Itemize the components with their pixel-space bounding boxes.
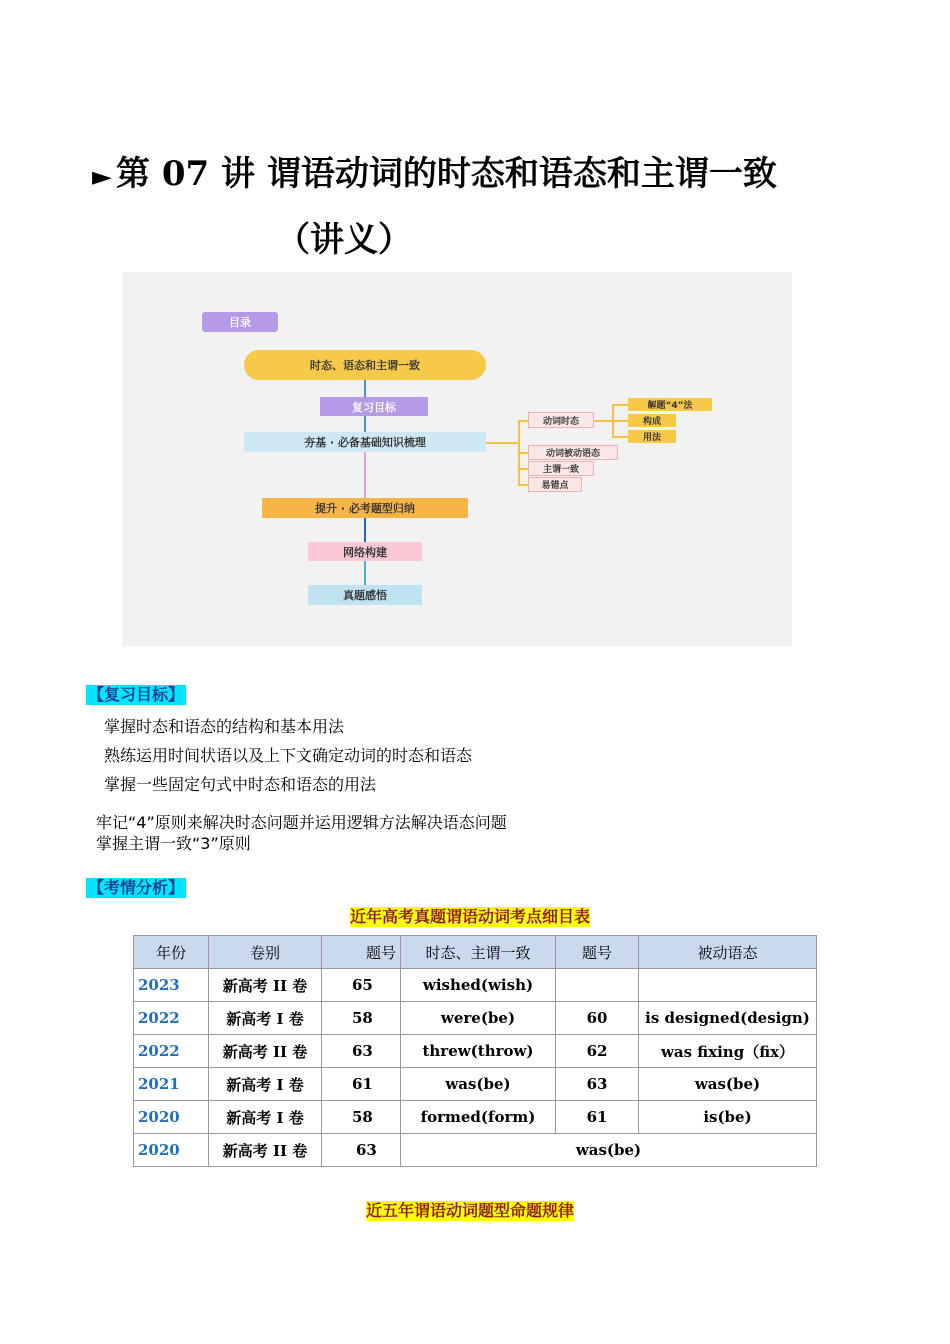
- header-cell: 题号: [322, 936, 401, 969]
- arrow-icon: ►: [92, 162, 112, 192]
- table-row: [134, 1134, 817, 1167]
- answer-cell: [639, 969, 817, 1002]
- number-cell: 63: [322, 1134, 401, 1167]
- year-cell: 2022: [134, 1035, 209, 1068]
- mindmap-branch-passive: 动词被动语态: [528, 445, 618, 460]
- paper-cell: 新高考 II 卷: [209, 969, 322, 1002]
- answer-cell: were(be): [401, 1002, 556, 1035]
- goal-item: 掌握主谓一致“3”原则: [96, 834, 251, 853]
- mindmap-sub-method: 解题“4”法: [628, 398, 712, 411]
- paper-cell: 新高考 II 卷: [209, 1035, 322, 1068]
- goal-item: 掌握一些固定句式中时态和语态的用法: [104, 775, 377, 794]
- mindmap-branch-agreement: 主谓一致: [528, 461, 594, 476]
- header-cell: 卷别: [209, 936, 322, 969]
- year-cell: 2021: [134, 1068, 209, 1101]
- table-row: [134, 1035, 817, 1068]
- mindmap-figure: [122, 272, 792, 646]
- header-cell: 年份: [134, 936, 209, 969]
- mindmap-real: 真题感悟: [308, 585, 422, 605]
- answer-cell: threw(throw): [401, 1035, 556, 1068]
- table-caption: 近年高考真题谓语动词考点细目表: [350, 907, 591, 926]
- number-cell: 63: [322, 1035, 401, 1068]
- number-cell: 58: [322, 1002, 401, 1035]
- table-row: [134, 969, 817, 1002]
- mindmap-sub-usage: 用法: [628, 430, 676, 443]
- paper-cell: 新高考 I 卷: [209, 1101, 322, 1134]
- goal-item: 熟练运用时间状语以及上下文确定动词的时态和语态: [104, 746, 473, 765]
- table-row: [134, 1002, 817, 1035]
- answer-cell: was(be): [401, 1134, 817, 1167]
- goal-item: 掌握时态和语态的结构和基本用法: [104, 717, 345, 736]
- review-goals-tag: 【复习目标】: [88, 685, 185, 704]
- paper-cell: 新高考 II 卷: [209, 1134, 322, 1167]
- number-cell: [556, 969, 639, 1002]
- mindmap-review: 复习目标: [320, 397, 428, 416]
- exam-table: [133, 935, 817, 1167]
- number-cell: 63: [556, 1068, 639, 1101]
- header-cell: 题号: [556, 936, 639, 969]
- answer-cell: wished(wish): [401, 969, 556, 1002]
- paper-cell: 新高考 I 卷: [209, 1002, 322, 1035]
- mindmap-main: 时态、语态和主谓一致: [244, 350, 486, 380]
- header-cell: 时态、主谓一致: [401, 936, 556, 969]
- number-cell: 62: [556, 1035, 639, 1068]
- answer-cell: was fixing（fix）: [639, 1035, 817, 1068]
- mindmap-branch-tense: 动词时态: [528, 412, 594, 428]
- number-cell: 61: [322, 1068, 401, 1101]
- page-title: ► 第 07 讲 谓语动词的时态和语态和主谓一致: [92, 154, 777, 194]
- mindmap-improve: 提升 · 必考题型归纳: [262, 498, 468, 518]
- page-subtitle: （讲义）: [276, 220, 412, 260]
- year-cell: 2022: [134, 1002, 209, 1035]
- paper-cell: 新高考 I 卷: [209, 1068, 322, 1101]
- number-cell: 65: [322, 969, 401, 1002]
- table-header-row: [134, 936, 817, 969]
- answer-cell: was(be): [401, 1068, 556, 1101]
- mindmap-toc: 目录: [202, 312, 278, 332]
- table-row: [134, 1101, 817, 1134]
- answer-cell: was(be): [639, 1068, 817, 1101]
- mindmap-branch-errors: 易错点: [528, 477, 582, 492]
- header-cell: 被动语态: [639, 936, 817, 969]
- answer-cell: is(be): [639, 1101, 817, 1134]
- mindmap-network: 网络构建: [308, 542, 422, 561]
- number-cell: 58: [322, 1101, 401, 1134]
- number-cell: 61: [556, 1101, 639, 1134]
- year-cell: 2020: [134, 1134, 209, 1167]
- year-cell: 2020: [134, 1101, 209, 1134]
- number-cell: 60: [556, 1002, 639, 1035]
- analysis-tag: 【考情分析】: [88, 878, 185, 897]
- answer-cell: is designed(design): [639, 1002, 817, 1035]
- mindmap-foundation: 夯基 · 必备基础知识梳理: [244, 432, 486, 452]
- table-row: [134, 1068, 817, 1101]
- answer-cell: formed(form): [401, 1101, 556, 1134]
- year-cell: 2023: [134, 969, 209, 1002]
- mindmap-sub-form: 构成: [628, 414, 676, 427]
- goal-item: 牢记“4”原则来解决时态问题并运用逻辑方法解决语态问题: [96, 813, 507, 832]
- bottom-caption: 近五年谓语动词题型命题规律: [366, 1201, 575, 1220]
